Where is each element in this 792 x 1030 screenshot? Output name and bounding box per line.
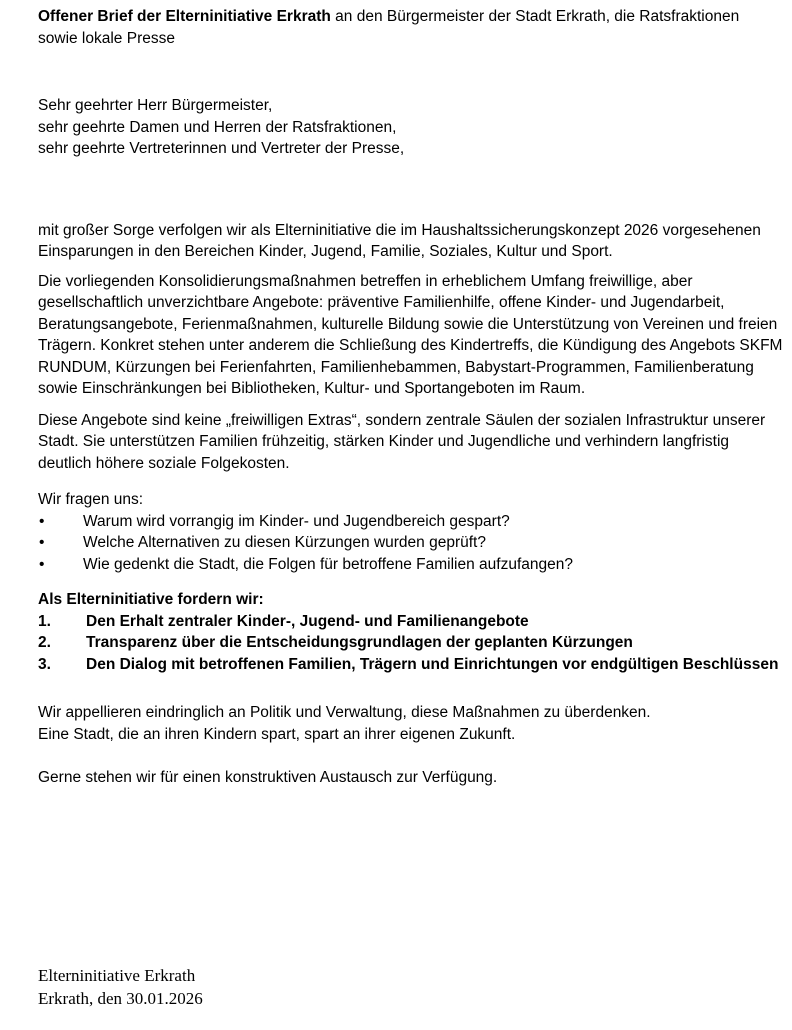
question-text: Welche Alternativen zu diesen Kürzungen wurden geprüft?	[83, 534, 486, 551]
demand-text: Transparenz über die Entscheidungsgrundlagen der geplanten Kürzungen	[86, 634, 633, 651]
bullet-icon: •	[39, 555, 45, 573]
letter-page	[38, 6, 783, 789]
questions-block	[38, 489, 783, 575]
signature-name: Elterninitiative Erkrath	[38, 966, 196, 985]
appeal-line: Wir appellieren eindringlich an Politik und Verwaltung, diese Maßnahmen zu überdenken.	[38, 704, 651, 721]
offer-line: Gerne stehen wir für einen konstruktiven Austausch zur Verfügung.	[38, 769, 498, 786]
questions-intro: Wir fragen uns:	[38, 491, 144, 508]
list-item	[38, 632, 783, 654]
bullet-icon: •	[39, 534, 45, 551]
questions-list	[38, 511, 783, 576]
list-item	[38, 532, 783, 554]
demands-block	[38, 589, 783, 675]
appeal-block	[38, 702, 783, 745]
heading-bold-part: Offener Brief der Elterninitiative Erkrath	[38, 8, 331, 25]
demand-number: 3.	[38, 655, 51, 673]
list-item	[38, 654, 783, 676]
signature-place-date: Erkrath, den 30.01.2026	[38, 989, 203, 1008]
salutation-block	[38, 95, 783, 160]
list-item	[38, 611, 783, 633]
bullet-icon: •	[39, 512, 45, 530]
salutation-line: sehr geehrte Vertreterinnen und Vertreter der Presse,	[38, 140, 405, 157]
paragraph-measures: Die vorliegenden Konsolidierungsmaßnahmen betreffen in erheblichem Umfang freiwillige, aber gesellschaftlich unverzichtbare Angebote: präventive Familienhilfe, offene Kinder- und Jugendarbeit, Beratungsangebote, Ferienmaßnahmen, kulturelle Bildung sowie die Unterstützung von Vereinen und freien Trägern. Konkret stehen unter anderem die Schließung des Kindertreffs, die Kündigung des Angebots SKFM RUNDUM, Kürzungen bei Ferienfahrten, Familienhebammen, Babystart-Programmen, Familienberatung sowie Einschränkungen bei Bibliotheken, Kultur- und Sportangeboten im Raum.	[38, 272, 783, 397]
demand-text: Den Dialog mit betroffenen Familien, Trägern und Einrichtungen vor endgültigen Beschlüssen	[86, 655, 779, 673]
salutation-line: sehr geehrte Damen und Herren der Ratsfraktionen,	[38, 118, 397, 136]
demand-number: 1.	[38, 612, 51, 630]
demands-intro: Als Elterninitiative fordern wir:	[38, 591, 264, 608]
question-text: Wie gedenkt die Stadt, die Folgen für betroffene Familien aufzufangen?	[83, 555, 573, 573]
salutation-line: Sehr geehrter Herr Bürgermeister,	[38, 97, 273, 114]
appeal-line: Eine Stadt, die an ihren Kindern spart, spart an ihrer eigenen Zukunft.	[38, 725, 516, 743]
heading-rest: an den Bürgermeister der Stadt Erkrath, die Ratsfraktionen sowie lokale Presse	[38, 8, 740, 47]
list-item	[38, 511, 783, 533]
signature-block	[38, 964, 203, 1010]
demand-text: Den Erhalt zentraler Kinder-, Jugend- und Familienangebote	[86, 612, 529, 630]
question-text: Warum wird vorrangig im Kinder- und Jugendbereich gespart?	[83, 512, 510, 530]
demand-number: 2.	[38, 634, 51, 651]
paragraph-concern: mit großer Sorge verfolgen wir als Elterninitiative die im Haushaltssicherungskonzept 2026 vorgesehenen Einsparungen in den Bereichen Kinder, Jugend, Familie, Soziales, Kultur und Sport.	[38, 221, 761, 260]
letter-heading	[38, 6, 783, 49]
list-item	[38, 554, 783, 576]
demands-list	[38, 611, 783, 676]
paragraph-infrastructure: Diese Angebote sind keine „freiwilligen Extras“, sondern zentrale Säulen der sozialen Infrastruktur unserer Stadt. Sie unterstützen Familien frühzeitig, stärken Kinder und Jugendliche und verhindern langfristig deutlich höhere soziale Folgekosten.	[38, 411, 766, 472]
